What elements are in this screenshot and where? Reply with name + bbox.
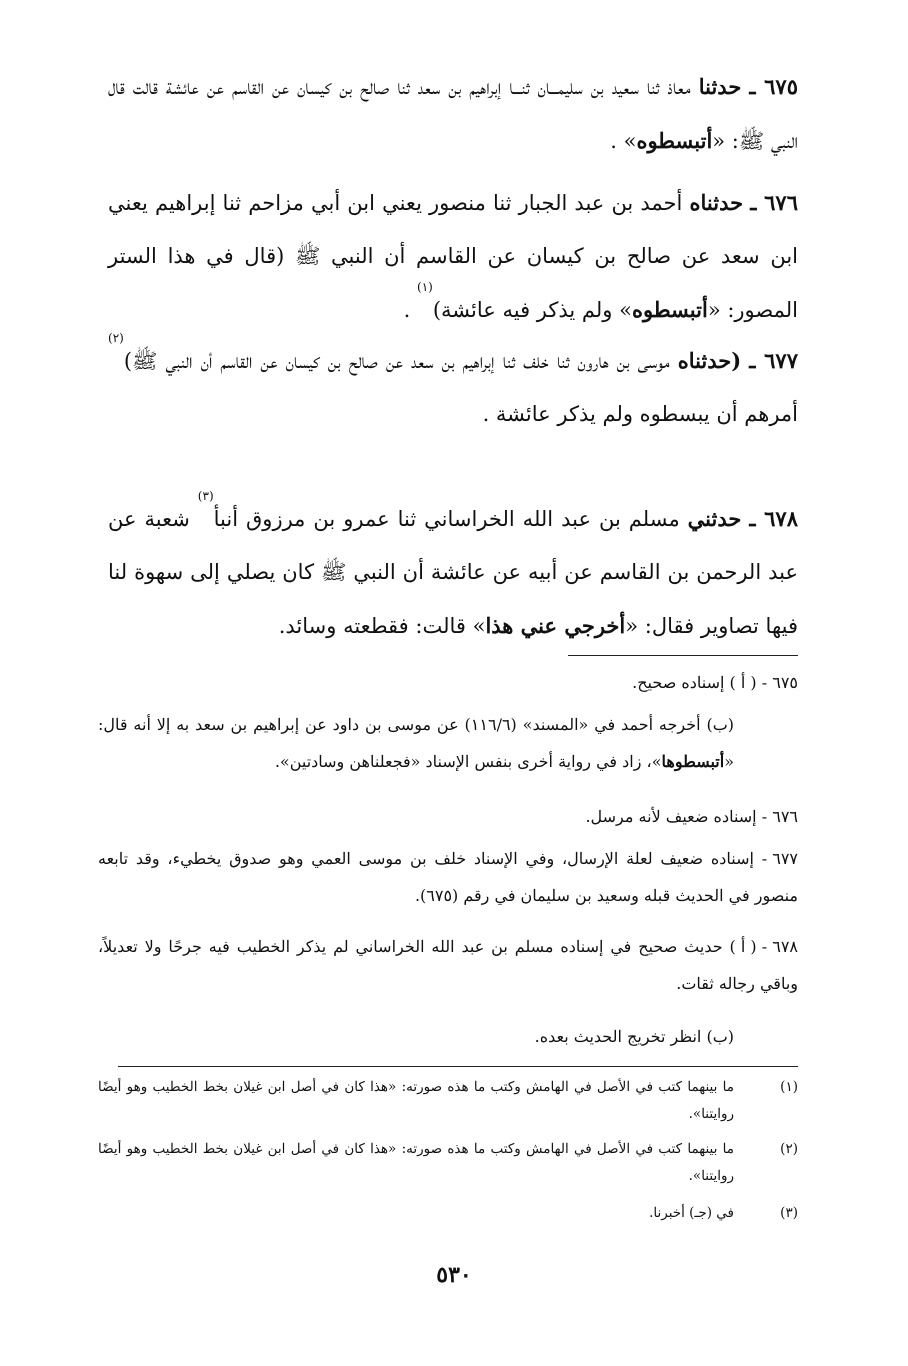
- note-text: إسناده صحيح.: [632, 673, 725, 692]
- hadith-text: مسلم بن عبد الله الخراساني ثنا عمرو بن مرزوق أنبأ: [213, 507, 680, 531]
- note-text-end: »، زاد في رواية أخرى بنفس الإسناد «فجعلناهن وسادتين».: [274, 752, 662, 771]
- hadith-quote: أتبسطوه: [636, 128, 713, 153]
- footnote-number: (٣): [780, 1205, 798, 1221]
- hadith-lead: حدثنا: [698, 74, 742, 99]
- footnote-ref-3[interactable]: (٣): [197, 489, 214, 503]
- note-text: أخرجه أحمد في «المسند» (١١٦/٦) عن موسى بن داود عن إبراهيم بن سعد به إلا أنه قال: «: [98, 715, 734, 771]
- footnote-number: (١): [780, 1079, 798, 1095]
- hadith-678: [108, 489, 798, 653]
- note-676: [98, 798, 798, 835]
- note-text: إسناده ضعيف لعلة الإرسال، وفي الإسناد خلف بن موسى العمي وهو صدوق يخطيء، وقد تابعه منصور في الحديث قبله وسعيد بن سليمان في رقم (٦٧٥).: [98, 849, 798, 905]
- footnote-3: [98, 1200, 798, 1227]
- hadith-text-end: أمرهم أن يبسطوه ولم يذكر عائشة .: [482, 402, 798, 426]
- hadith-text: موسى بن هارون ثنا خلف ثنا إبراهيم بن سعد عن صالح بن كيسان عن القاسم أن النبي ﷺ): [123, 349, 670, 373]
- page-number: ٥٣٠: [436, 1262, 472, 1288]
- footnote-ref-2[interactable]: (٢): [108, 331, 124, 345]
- footnote-1: [98, 1074, 798, 1128]
- hadith-text: أحمد بن عبد الجبار ثنا منصور يعني ابن أبي مزاحم ثنا إبراهيم يعني ابن سعد عن صالح بن كيسان عن القاسم أن النبي ﷺ (قال في هذا الستر المصور: «: [108, 191, 798, 322]
- hadith-676: [108, 176, 798, 337]
- hadith-quote: أتبسطوه: [631, 297, 708, 322]
- hadith-number: ٦٧٦ ـ: [750, 190, 798, 215]
- hadith-number: ٦٧٨ ـ: [749, 506, 798, 531]
- hadith-lead: (حدثناه: [677, 348, 742, 373]
- note-label: ٦٧٧ -: [761, 849, 798, 868]
- note-label: ٦٧٨ - ( أ ): [729, 937, 799, 956]
- note-text: حديث صحيح في إسناده مسلم بن عبد الله الخراساني لم يذكر الخطيب فيه جرحًا ولا تعديلاً، وباقي رجاله ثقات.: [98, 937, 798, 993]
- hadith-lead: حدثني: [687, 506, 742, 531]
- note-label: ٦٧٥ - ( أ ): [729, 673, 798, 692]
- note-label: (ب): [706, 715, 735, 734]
- hadith-text-end: » ولم يذكر فيه عائشة): [432, 298, 632, 322]
- hadith-text: معاذ ثنا سعيد بن سليمـــان ثنـــا إبراهيم بن سعد ثنا صالح بن كيسان عن القاسم عن عائشة قالت قال النبي ﷺ: «: [108, 75, 798, 153]
- footnote-text: ما بينهما كتب في الأصل في الهامش وكتب ما هذه صورته: «هذا كان في أصل ابن غيلان بخط الخطيب وهو أيضًا روايتنا».: [98, 1141, 734, 1184]
- footnote-number: (٢): [780, 1141, 798, 1157]
- footnote-2: [98, 1136, 798, 1190]
- note-text: إسناده ضعيف لأنه مرسل.: [585, 807, 757, 826]
- note-678a: [98, 928, 798, 1002]
- hadith-lead: حدثناه: [689, 190, 744, 215]
- hadith-number: ٦٧٧ ـ: [749, 348, 798, 373]
- note-678b: [98, 1018, 798, 1055]
- note-bold: أتبسطوها: [661, 752, 725, 771]
- note-label: ٦٧٦ -: [761, 807, 798, 826]
- note-677: [98, 840, 798, 914]
- hadith-675: [108, 60, 798, 168]
- hadith-text-end: » قالت: فقطعته وسائد.: [278, 614, 486, 638]
- hadith-text-end: » .: [610, 129, 637, 153]
- hadith-text-mid: شعبة عن عبد الرحمن بن القاسم عن أبيه عن عائشة أن النبي ﷺ كان يصلي إلى سهوة لنا فيها تصاوير فقال: «: [108, 507, 798, 638]
- note-text: انظر تخريج الحديث بعده.: [534, 1027, 702, 1046]
- footnote-ref-1[interactable]: (١): [417, 280, 433, 294]
- hadith-quote: أخرجي عني هذا: [485, 613, 626, 638]
- hadith-677: [108, 331, 798, 441]
- footnote-text: في (جـ) أخبرنا.: [649, 1205, 734, 1221]
- footnotes-separator: [118, 1066, 798, 1067]
- notes-separator: [568, 655, 798, 656]
- note-675b: [98, 706, 798, 780]
- footnote-text: ما بينهما كتب في الأصل في الهامش وكتب ما هذه صورته: «هذا كان في أصل ابن غيلان بخط الخطيب وهو أيضًا روايتنا».: [98, 1079, 734, 1122]
- hadith-number: ٦٧٥ ـ: [749, 74, 798, 99]
- note-675a: [98, 664, 798, 701]
- hadith-tail: .: [403, 298, 418, 322]
- note-label: (ب): [706, 1027, 734, 1046]
